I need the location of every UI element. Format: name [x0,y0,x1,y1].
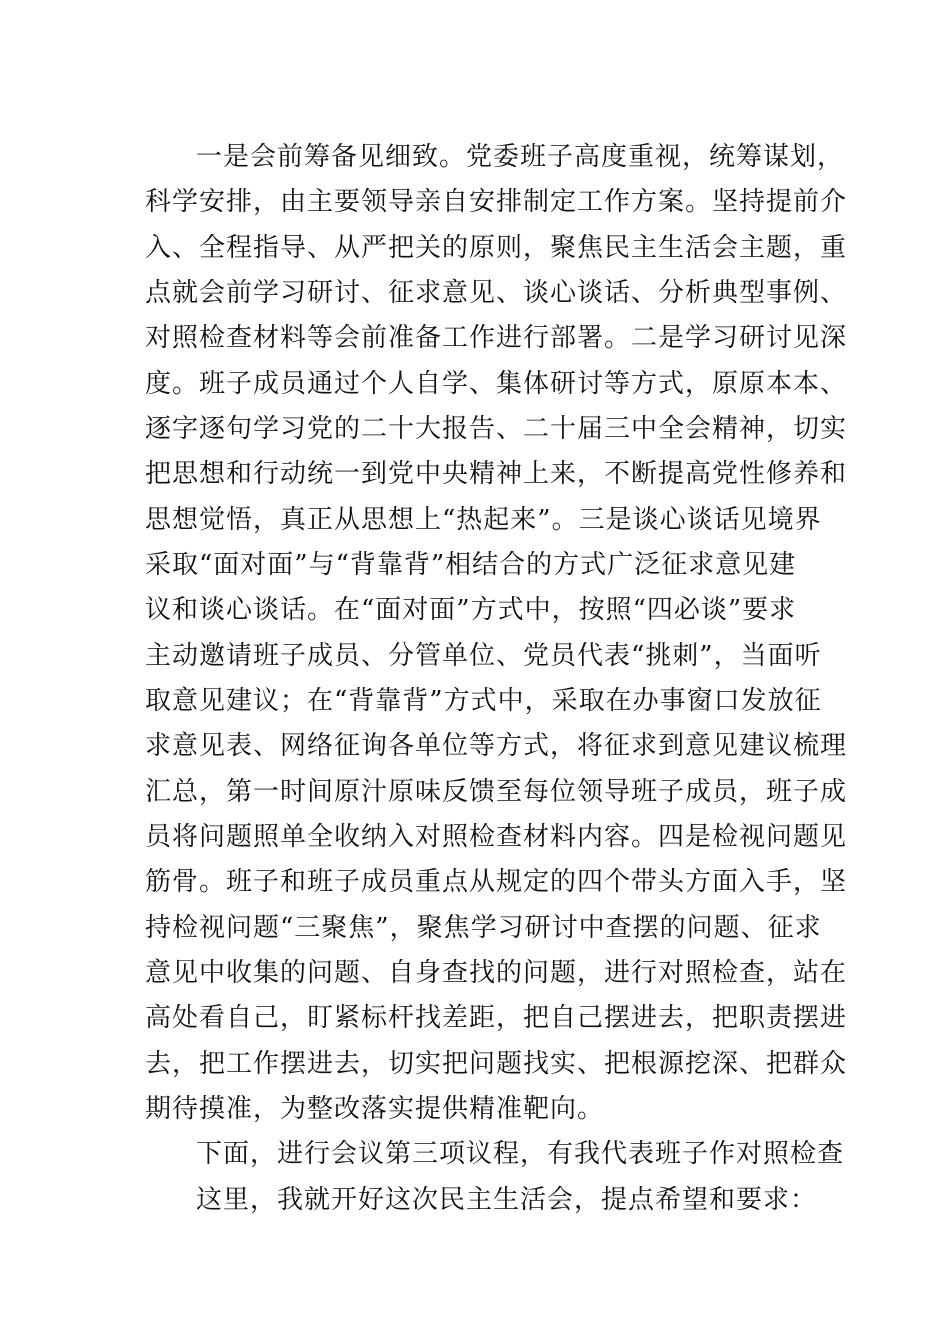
text-line-7: 逐字逐句学习党的二十大报告、二十届三中全会精神，切实 [145,414,848,444]
text-line-16: 员将问题照单全收纳入对照检查材料内容。四是检视问题见 [145,822,848,852]
text-line-1: 一是会前筹备见细致。党委班子高度重视，统筹谋划， [196,142,845,172]
text-line-2: 科学安排，由主要领导亲自安排制定工作方案。坚持提前介 [145,187,848,217]
text-line-12: 主动邀请班子成员、分管单位、党员代表“挑刺”，当面听 [145,641,822,671]
text-line-10: 采取“面对面”与“背靠背”相结合的方式广泛征求意见建 [145,550,797,580]
text-line-8: 把思想和行动统一到党中央精神上来，不断提高党性修养和 [145,459,848,489]
text-line-3: 入、全程指导、从严把关的原则，聚焦民主生活会主题，重 [145,233,848,263]
text-line-15: 汇总，第一时间原汁原味反馈至每位领导班子成员，班子成 [145,777,848,807]
text-line-19: 意见中收集的问题、自身查找的问题，进行对照检查，站在 [145,958,848,988]
text-line-24: 这里，我就开好这次民主生活会，提点希望和要求： [196,1185,818,1215]
text-line-20: 高处看自己，盯紧标杆找差距，把自己摆进去，把职责摆进 [145,1003,848,1033]
text-line-23: 下面，进行会议第三项议程，有我代表班子作对照检查 [196,1139,845,1169]
text-line-11: 议和谈心谈话。在“面对面”方式中，按照“四必谈”要求 [145,595,797,625]
text-line-5: 对照检查材料等会前准备工作进行部署。二是学习研讨见深 [145,323,848,353]
text-line-17: 筋骨。班子和班子成员重点从规定的四个带头方面入手，坚 [145,867,848,897]
text-line-6: 度。班子成员通过个人自学、集体研讨等方式，原原本本、 [145,369,848,399]
text-line-14: 求意见表、网络征询各单位等方式，将征求到意见建议梳理 [145,731,848,761]
text-line-9: 思想觉悟，真正从思想上“热起来”。三是谈心谈话见境界 [145,505,822,535]
text-line-22: 期待摸准，为整改落实提供精准靶向。 [145,1094,605,1124]
text-line-18: 持检视问题“三聚焦”，聚焦学习研讨中查摆的问题、征求 [145,913,822,943]
text-line-13: 取意见建议；在“背靠背”方式中，采取在办事窗口发放征 [145,686,822,716]
text-line-21: 去，把工作摆进去，切实把问题找实、把根源挖深、把群众 [145,1049,848,1079]
text-line-4: 点就会前学习研讨、征求意见、谈心谈话、分析典型事例、 [145,278,848,308]
